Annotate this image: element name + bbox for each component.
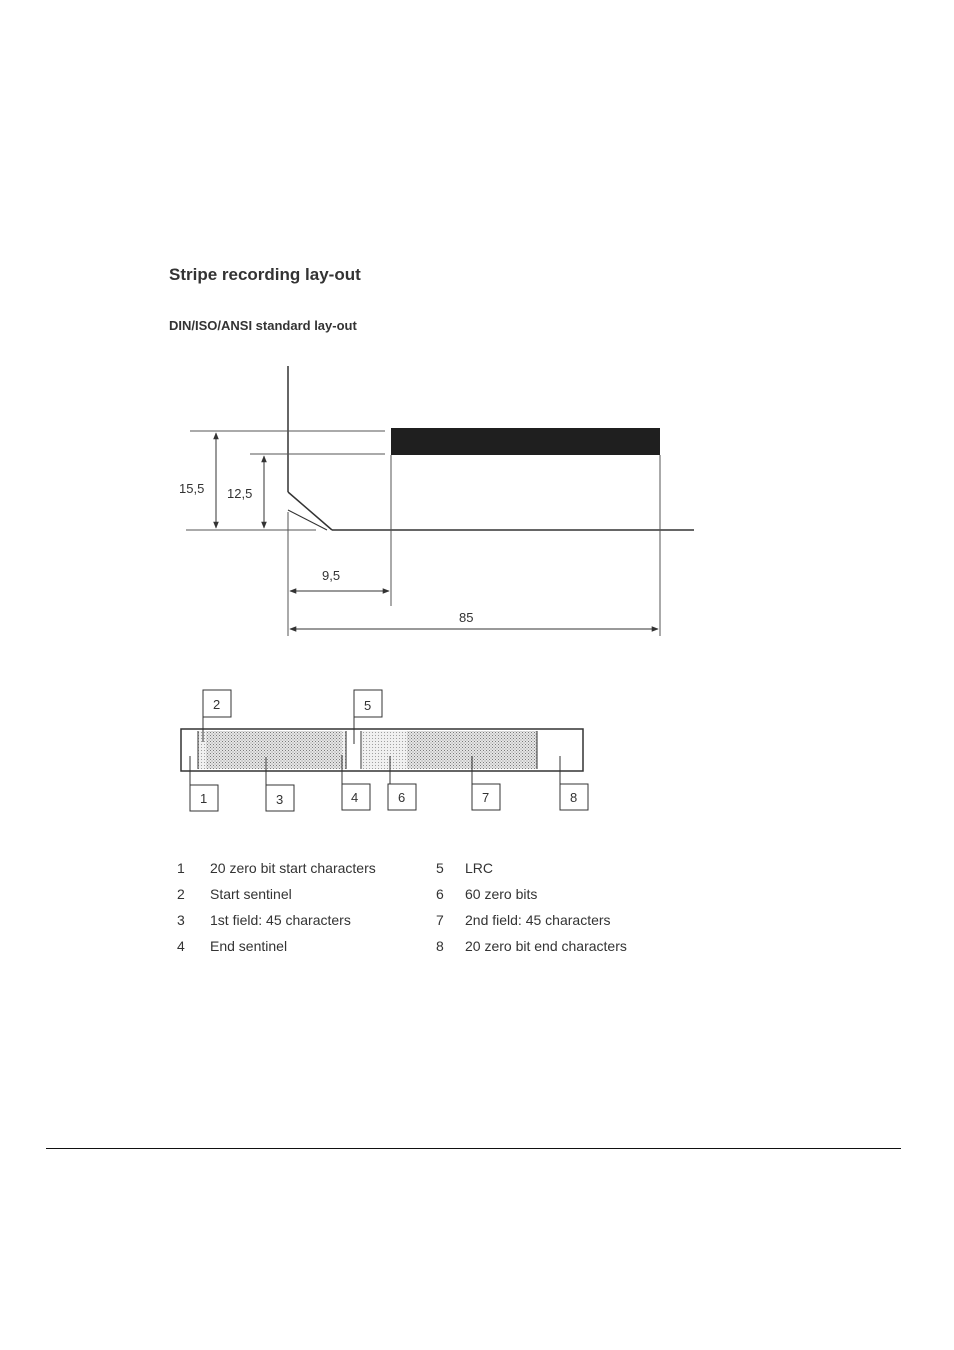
legend-text: 1st field: 45 characters <box>210 912 351 928</box>
legend-number: 3 <box>177 912 185 928</box>
legend-number: 8 <box>436 938 444 954</box>
marker-label-8: 8 <box>570 790 578 805</box>
magnetic-stripe <box>391 428 660 455</box>
legend-text: 2nd field: 45 characters <box>465 912 611 928</box>
marker-label-4: 4 <box>351 790 359 805</box>
legend-number: 1 <box>177 860 185 876</box>
dim-label-85: 85 <box>459 610 474 625</box>
extension-lines <box>186 431 660 636</box>
stripe-layout-diagram <box>181 690 588 811</box>
segment-field-1 <box>206 731 342 769</box>
legend-number: 5 <box>436 860 444 876</box>
marker-label-6: 6 <box>398 790 406 805</box>
page-title: Stripe recording lay-out <box>169 265 361 284</box>
footer-rule <box>46 1148 901 1149</box>
segment-zero-bits <box>362 731 407 769</box>
legend-text: 60 zero bits <box>465 886 538 902</box>
legend-text: End sentinel <box>210 938 288 954</box>
legend-number: 2 <box>177 886 185 902</box>
dim-label-9-5: 9,5 <box>322 568 341 583</box>
legend-text: 20 zero bit start characters <box>210 860 376 876</box>
dim-label-12-5: 12,5 <box>227 486 253 501</box>
marker-label-1: 1 <box>200 791 208 806</box>
legend-number: 6 <box>436 886 444 902</box>
marker-label-5: 5 <box>364 698 372 713</box>
legend-text: LRC <box>465 860 494 876</box>
marker-label-7: 7 <box>482 790 490 805</box>
marker-label-3: 3 <box>276 792 284 807</box>
marker-label-2: 2 <box>213 697 221 712</box>
legend-text: 20 zero bit end characters <box>465 938 627 954</box>
segment-start-sentinel <box>198 731 206 769</box>
dimension-arrows <box>216 433 658 629</box>
dim-label-15-5: 15,5 <box>179 481 205 496</box>
page-subtitle: DIN/ISO/ANSI standard lay-out <box>169 318 357 333</box>
legend-number: 7 <box>436 912 444 928</box>
legend-text: Start sentinel <box>210 886 292 902</box>
legend-number: 4 <box>177 938 185 954</box>
